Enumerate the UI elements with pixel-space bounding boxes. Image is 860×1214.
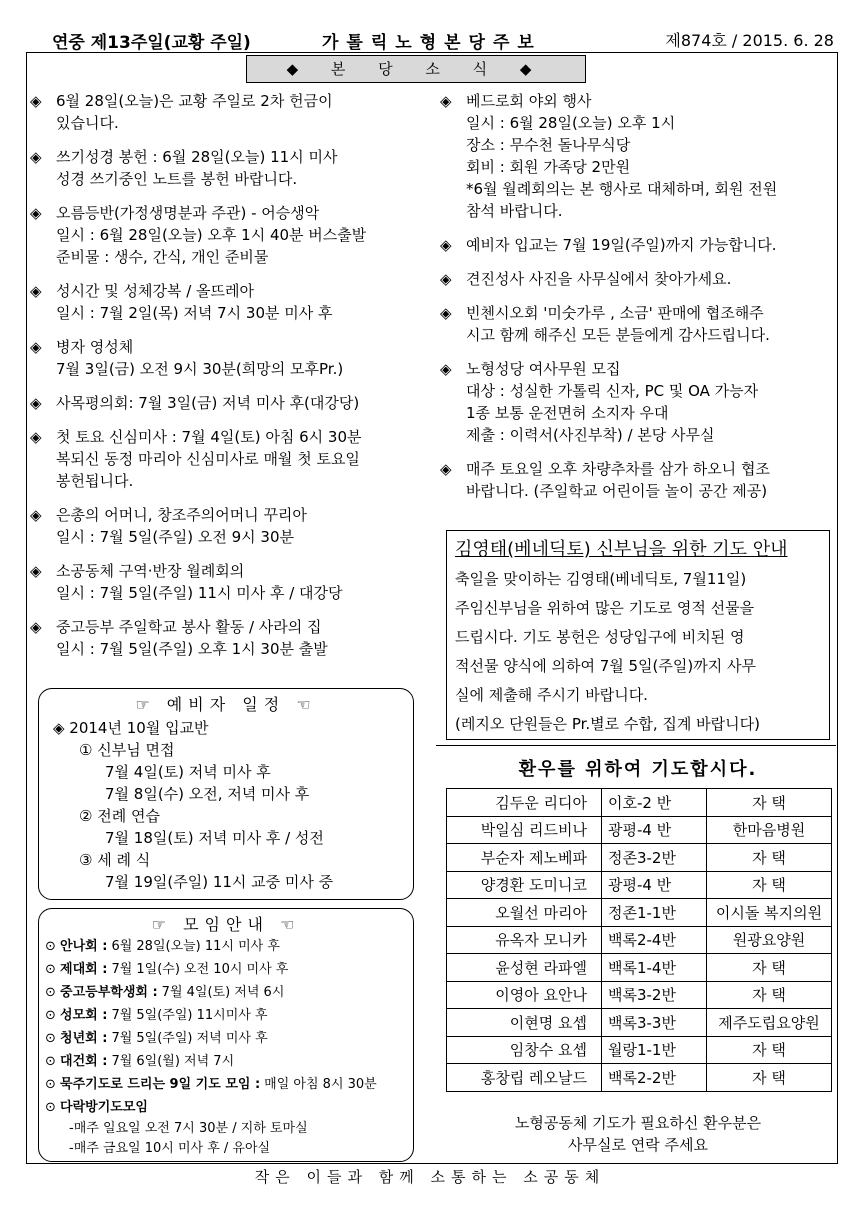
news-line: 일시 : 7월 5일(주일) 오후 1시 30분 출발 [56,640,328,658]
news-line: 시고 함께 해주신 모든 분들에게 감사드립니다. [466,326,770,344]
table-cell: 임창수 요셉 [447,1036,602,1064]
news-line: 베드로회 야외 행사 [466,92,592,110]
divider [436,745,836,746]
news-item [30,392,435,414]
meeting-sub: -매주 일요일 오전 7시 30분 / 지하 토마실 [69,1121,308,1136]
news-line: 병자 영성체 [56,338,134,356]
footer: 작은 이들과 함께 소통하는 소공동체 [254,1168,606,1186]
diamond-icon: ◈ [30,148,42,166]
meeting-item [45,981,413,1004]
news-line: 있습니다. [56,114,119,132]
right-column [440,90,835,514]
diamond-icon: ◈ [30,562,42,580]
table-cell: 홍창립 레오날드 [447,1064,602,1092]
meeting-name: 성모회 : [60,1008,108,1023]
news-item [30,280,435,324]
news-item [440,90,835,222]
news-item [440,302,835,346]
table-row [447,1036,832,1064]
meeting-name: 청년회 : [60,1031,108,1046]
sick-table [446,788,832,1092]
news-line: 중고등부 주일학교 봉사 활동 / 사라의 집 [56,618,322,636]
table-cell: 백록2-2반 [602,1064,707,1092]
news-item [30,202,435,268]
meeting-name: 묵주기도로 드리는 9일 기도 모임 : [60,1077,261,1092]
header-title: 가톨릭노형본당주보 [322,33,542,53]
catechumen-head: ◈ 2014년 10월 입교반 [53,719,209,737]
prayer-line: 실에 제출해 주시기 바랍니다. [455,686,648,704]
table-cell: 제주도립요양원 [707,1009,832,1037]
prayer-line: (레지오 단원들은 Pr.별로 수합, 집계 바랍니다) [455,715,760,733]
table-cell: 자 택 [707,844,832,872]
table-cell: 자 택 [707,981,832,1009]
news-line: 노형성당 여사무원 모집 [466,360,621,378]
sick-title: 환우를 위하여 기도합시다. [518,759,758,780]
meeting-text: 7월 4일(토) 저녁 6시 [161,985,285,1000]
news-line: 제출 : 이력서(사진부착) / 본당 사무실 [466,426,715,444]
header [0,28,860,54]
meeting-item [45,935,413,958]
news-line: 쓰기성경 봉헌 : 6월 28일(오늘) 11시 미사 [56,148,338,166]
table-cell: 윤성현 라파엘 [447,954,602,982]
meeting-name: 대건회 : [60,1054,108,1069]
news-line: 일시 : 7월 2일(목) 저녁 7시 30분 미사 후 [56,304,333,322]
prayer-line: 주임신부님을 위하여 많은 기도로 영적 선물을 [455,599,755,617]
news-line: 성시간 및 성체강복 / 올뜨레아 [56,282,255,300]
table-cell: 자 택 [707,954,832,982]
prayer-line: 드립시다. 기도 봉헌은 성당입구에 비치된 영 [455,628,745,646]
table-row [447,871,832,899]
news-line: 6월 28일(오늘)은 교황 주일로 2차 헌금이 [56,92,333,110]
news-line: 오름등반(가정생명분과 주관) - 어승생악 [56,204,320,222]
news-line: 사목평의회: 7월 3일(금) 저녁 미사 후(대강당) [56,394,360,412]
meeting-text: 매일 아침 8시 30분 [264,1077,377,1092]
news-line: 은총의 어머니, 창조주의어머니 꾸리아 [56,506,307,524]
news-item [440,234,835,256]
step-line: 7월 19일(주일) 11시 교중 미사 중 [105,873,334,891]
news-line: 첫 토요 신심미사 : 7월 4일(토) 아침 6시 30분 [56,428,362,446]
diamond-icon: ◈ [440,236,452,254]
table-cell: 정존1-1반 [602,899,707,927]
news-item [30,560,435,604]
target-icon: ⊙ [45,1008,61,1023]
table-cell: 이시돌 복지의원 [707,899,832,927]
meeting-item [45,1096,413,1119]
meeting-name: 안나회 : [60,939,108,954]
diamond-icon: ◈ [30,204,42,222]
news-line: 복되신 동정 마리아 신심미사로 매월 첫 토요일 [56,450,360,468]
diamond-icon: ◈ [440,360,452,378]
meeting-text: 7월 5일(주일) 11시미사 후 [111,1008,268,1023]
news-item [440,268,835,290]
meeting-item [45,1073,413,1096]
table-row [447,816,832,844]
diamond-icon: ◈ [30,338,42,356]
target-icon: ⊙ [45,939,61,954]
meeting-text: 7월 5일(주일) 저녁 미사 후 [111,1031,268,1046]
news-line: 회비 : 회원 가족당 2만원 [466,158,631,176]
news-line: 일시 : 6월 28일(오늘) 오후 1시 40분 버스출발 [56,226,367,244]
meeting-name: 중고등부학생회 : [60,985,158,1000]
table-cell: 이영아 요안나 [447,981,602,1009]
table-cell: 자 택 [707,871,832,899]
news-line: 장소 : 무수천 돌나무식당 [466,136,631,154]
news-line: 예비자 입교는 7월 19일(주일)까지 가능합니다. [466,236,777,254]
table-cell: 정존3-2반 [602,844,707,872]
left-column [30,90,435,672]
news-item [30,616,435,660]
table-cell: 이호-2 반 [602,789,707,817]
table-cell: 김두운 리디아 [447,789,602,817]
table-cell: 자 택 [707,1064,832,1092]
diamond-icon: ◈ [30,428,42,446]
table-cell: 이현명 요셉 [447,1009,602,1037]
note-line: 사무실로 연락 주세요 [568,1136,708,1154]
meeting-text: 6월 28일(오늘) 11시 미사 후 [111,939,280,954]
table-row [447,844,832,872]
table-row [447,954,832,982]
meeting-name: 제대회 : [60,962,108,977]
news-line: 소공동체 구역·반장 월례회의 [56,562,245,580]
table-cell: 한마음병원 [707,816,832,844]
diamond-icon: ◈ [440,460,452,478]
table-cell: 자 택 [707,1036,832,1064]
news-line: 봉헌됩니다. [56,472,134,490]
meeting-item [45,1050,413,1073]
meeting-item [45,1004,413,1027]
news-line: 견진성사 사진을 사무실에서 찾아가세요. [466,270,732,288]
meetings-box [38,908,414,1162]
catechumen-box [38,688,414,900]
table-row [447,926,832,954]
diamond-icon: ◈ [30,394,42,412]
target-icon: ⊙ [45,1031,61,1046]
header-issue: 제874호 / 2015. 6. 28 [665,31,834,50]
diamond-icon: ◈ [30,506,42,524]
diamond-icon: ◈ [30,618,42,636]
table-cell: 광평-4 반 [602,816,707,844]
table-cell: 광평-4 반 [602,871,707,899]
news-item [30,336,435,380]
catechumen-title: ☞ 예비자 일정 ☜ [135,695,317,714]
news-line: 1종 보통 운전면허 소지자 우대 [466,404,669,422]
diamond-icon: ◈ [440,92,452,110]
news-item [440,458,835,502]
news-line: 일시 : 6월 28일(오늘) 오후 1시 [466,114,676,132]
table-cell: 백록3-2반 [602,981,707,1009]
news-line: 참석 바랍니다. [466,202,563,220]
news-line: 빈첸시오회 '미숫가루 , 소금' 판매에 협조해주 [466,304,764,322]
diamond-icon: ◈ [30,282,42,300]
table-row [447,981,832,1009]
table-cell: 유옥자 모니카 [447,926,602,954]
table-cell: 백록1-4반 [602,954,707,982]
prayer-title: 김영태(베네딕토) 신부님을 위한 기도 안내 [455,539,788,560]
sick-note [446,1112,830,1156]
prayer-line: 축일을 맞이하는 김영태(베네딕토, 7월11일) [455,570,747,588]
meeting-text: 7월 6일(월) 저녁 7시 [111,1054,235,1069]
target-icon: ⊙ [45,962,61,977]
news-item [30,90,435,134]
step-line: 7월 4일(토) 저녁 미사 후 [105,763,271,781]
section-title: ◆ 본 당 소 식 ◆ [246,55,586,83]
news-line: 매주 토요일 오후 차량추차를 삼가 하오니 협조 [466,460,770,478]
news-line: 대상 : 성실한 가톨릭 신자, PC 및 OA 가능자 [466,382,759,400]
target-icon: ⊙ [45,985,61,1000]
meeting-item [45,958,413,981]
meeting-item [45,1027,413,1050]
table-cell: 박일심 리드비나 [447,816,602,844]
news-item [30,504,435,548]
news-item [30,426,435,492]
step-label: ① 신부님 면접 [79,741,175,759]
news-line: 일시 : 7월 5일(주일) 오전 9시 30분 [56,528,294,546]
table-row [447,899,832,927]
prayer-line: 적선물 양식에 의하여 7월 5일(주일)까지 사무 [455,657,756,675]
prayer-box [446,530,830,740]
news-line: 성경 쓰기중인 노트를 봉헌 바랍니다. [56,170,298,188]
table-cell: 월랑1-1반 [602,1036,707,1064]
news-line: 준비물 : 생수, 간식, 개인 준비물 [56,248,269,266]
diamond-icon: ◈ [440,304,452,322]
step-line: 7월 8일(수) 오전, 저녁 미사 후 [105,785,310,803]
header-left: 연중 제13주일(교황 주일) [52,33,251,53]
target-icon: ⊙ [45,1100,61,1115]
meetings-title: ☞ 모임안내 ☜ [151,915,301,934]
diamond-icon: ◈ [440,270,452,288]
table-cell: 백록2-4반 [602,926,707,954]
meeting-text: 7월 1일(수) 오전 10시 미사 후 [111,962,289,977]
news-line: 일시 : 7월 5일(주일) 11시 미사 후 / 대강당 [56,584,343,602]
table-row [447,1009,832,1037]
target-icon: ⊙ [45,1054,61,1069]
table-cell: 오월선 마리아 [447,899,602,927]
news-item [440,358,835,446]
step-label: ③ 세 례 식 [79,851,151,869]
table-cell: 자 택 [707,789,832,817]
table-row [447,1064,832,1092]
step-label: ② 전례 연습 [79,807,160,825]
step-line: 7월 18일(토) 저녁 미사 후 / 성전 [105,829,324,847]
news-item [30,146,435,190]
table-cell: 부순자 제노베파 [447,844,602,872]
news-line: 7월 3일(금) 오전 9시 30분(희망의 모후Pr.) [56,360,344,378]
table-cell: 양경환 도미니코 [447,871,602,899]
meeting-sub: -매주 금요일 10시 미사 후 / 유아실 [69,1141,271,1156]
diamond-icon: ◈ [30,92,42,110]
meeting-name: 다락방기도모임 [60,1100,148,1115]
target-icon: ⊙ [45,1077,61,1092]
table-cell: 백록3-3반 [602,1009,707,1037]
table-row [447,789,832,817]
note-line: 노형공동체 기도가 필요하신 환우분은 [514,1114,762,1132]
news-line: *6월 월례회의는 본 행사로 대체하며, 회원 전원 [466,180,778,198]
news-line: 바랍니다. (주일학교 어린이들 놀이 공간 제공) [466,482,768,500]
table-cell: 원광요양원 [707,926,832,954]
